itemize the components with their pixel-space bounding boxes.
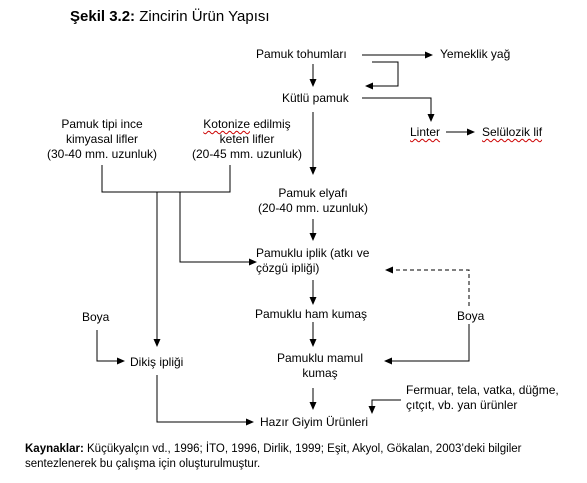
node-dikis-ipligi: Dikiş ipliği bbox=[130, 355, 184, 369]
kotonize-word: Kotonize bbox=[203, 117, 250, 131]
kimyasal-lifler-line-2: kimyasal lifler bbox=[65, 132, 138, 146]
node-boya-right: Boya bbox=[457, 309, 485, 323]
pamuklu-iplik-line-1: Pamuklu iplik (atkı ve bbox=[256, 246, 370, 260]
node-yemeklik-yag: Yemeklik yağ bbox=[440, 47, 511, 61]
arrow-yan-to-hazir bbox=[372, 400, 401, 413]
kimyasal-lifler-line-3: (30-40 mm. uzunluk) bbox=[46, 147, 158, 161]
node-pamuk-elyafi bbox=[243, 186, 383, 216]
bracket-lifler bbox=[102, 165, 230, 192]
keten-lifler-line-1 bbox=[179, 117, 315, 132]
node-keten-lifler bbox=[179, 117, 315, 162]
pamuk-elyafi-line-1: Pamuk elyafı bbox=[278, 186, 348, 200]
node-selulozik-lif bbox=[482, 125, 542, 140]
node-kimyasal-lifler bbox=[22, 117, 182, 162]
node-pamuklu-ham-kumas: Pamuklu ham kumaş bbox=[255, 307, 368, 321]
node-yan-urunler bbox=[406, 383, 559, 413]
arrow-kutlu-to-linter bbox=[362, 98, 431, 121]
arrow-tohum-loop bbox=[366, 62, 398, 86]
pamuklu-mamul-line-1: Pamuklu mamul bbox=[276, 351, 364, 365]
pamuklu-iplik-line-2: çözgü ipliği) bbox=[256, 261, 320, 275]
keten-lifler-line-2: keten lifler bbox=[219, 132, 275, 146]
pamuklu-mamul-line-2: kumaş bbox=[302, 366, 338, 380]
node-hazir-giyim: Hazır Giyim Ürünleri bbox=[260, 415, 369, 429]
figure-caption: Zincirin Ürün Yapısı bbox=[139, 8, 270, 25]
kimyasal-lifler-line-1: Pamuk tipi ince bbox=[61, 117, 143, 131]
source-note bbox=[25, 442, 580, 472]
arrow-boya-to-mamul bbox=[385, 324, 469, 361]
pamuk-elyafi-line-2: (20-40 mm. uzunluk) bbox=[257, 201, 369, 215]
node-boya-left: Boya bbox=[82, 310, 110, 324]
source-label: Kaynaklar: bbox=[25, 443, 84, 455]
node-pamuklu-iplik bbox=[256, 246, 369, 276]
node-pamuk-tohumlari: Pamuk tohumları bbox=[256, 47, 347, 61]
node-pamuklu-mamul-kumas bbox=[260, 351, 380, 381]
arrow-dikis-to-hazir bbox=[157, 375, 253, 422]
selulozik-lif-label: Selülozik lif bbox=[482, 125, 543, 139]
node-kutlu-pamuk: Kütlü pamuk bbox=[282, 91, 349, 105]
figure-number: Şekil 3.2: bbox=[70, 8, 136, 25]
yan-urunler-line-1: Fermuar, tela, vatka, düğme, bbox=[406, 383, 559, 397]
arrow-boya-to-iplik-dashed bbox=[386, 270, 469, 306]
linter-label: Linter bbox=[410, 125, 441, 139]
keten-lifler-line-3: (20-45 mm. uzunluk) bbox=[191, 147, 303, 161]
node-linter bbox=[410, 125, 440, 140]
keten-lifler-line-1-rest: edilmiş bbox=[250, 117, 291, 131]
source-text: Küçükyalçın vd., 1996; İTO, 1996, Dirlik, 1999; Eşit, Akyol, Gökalan, 2003’deki bilgiler sentezlenerek bu çalışma için oluşturulmuştur. bbox=[25, 443, 522, 470]
yan-urunler-line-2: çıtçıt, vb. yan ürünler bbox=[406, 398, 518, 412]
arrow-boya-to-dikis bbox=[97, 330, 124, 361]
